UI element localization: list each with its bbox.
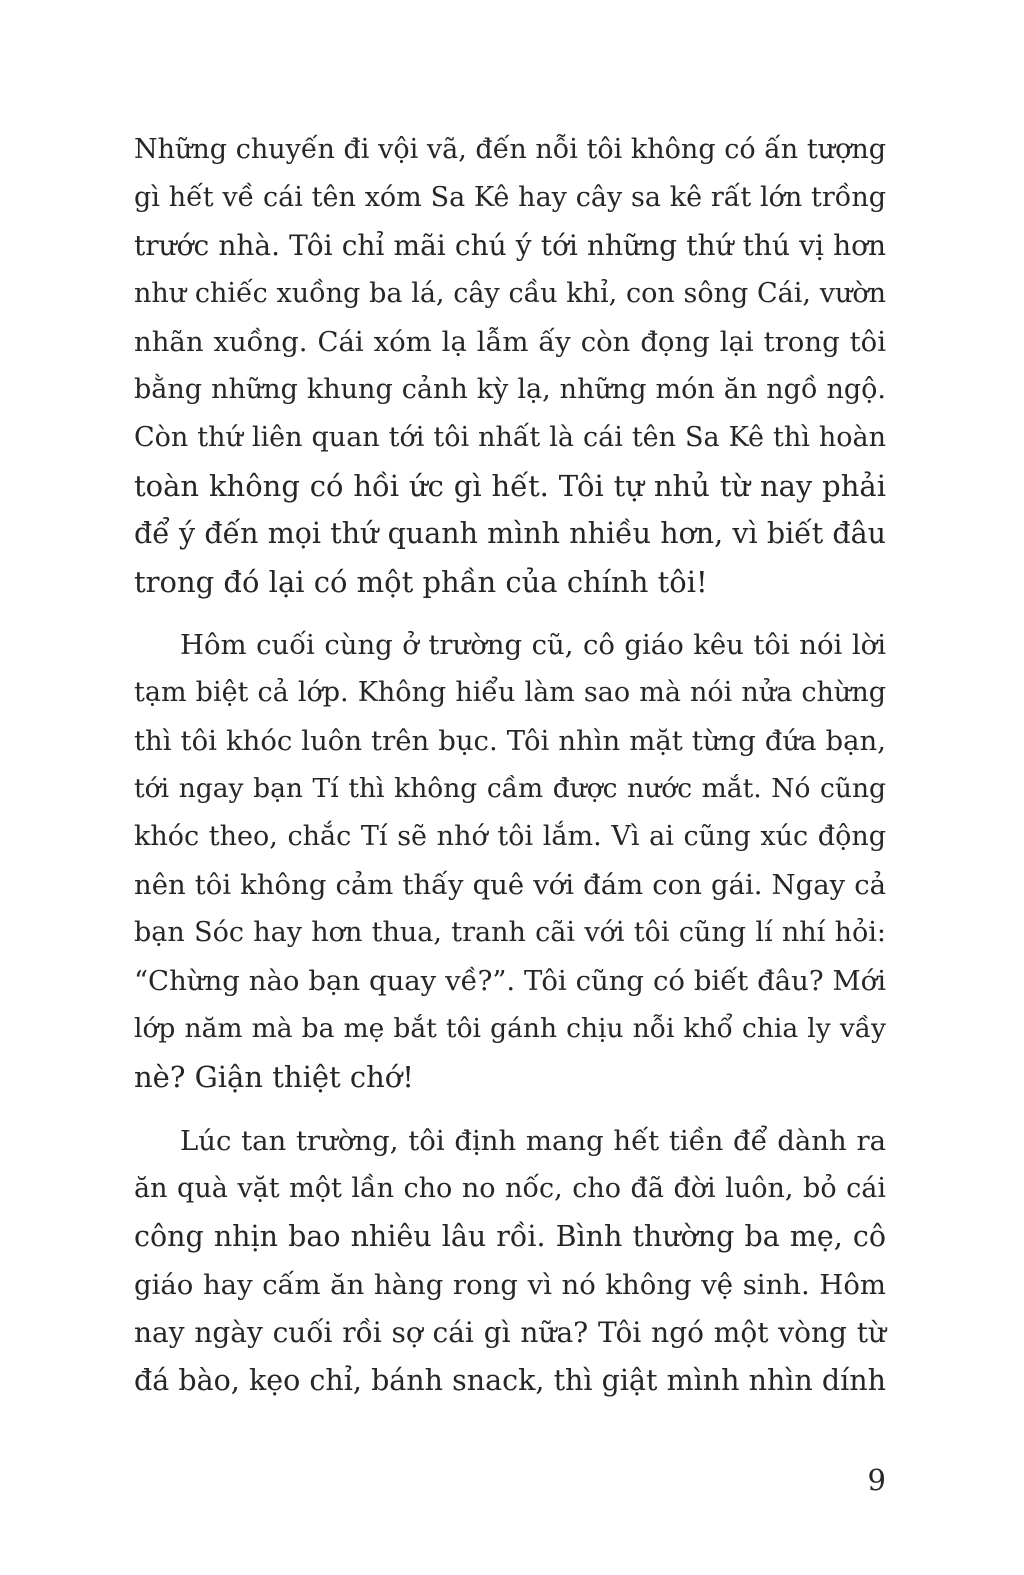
text-line: Những chuyến đi vội vã, đến nỗi tôi không có ấn tượng [134, 134, 886, 165]
paragraph-1 [134, 126, 886, 606]
text-line: Lúc tan trường, tôi định mang hết tiền để dành ra [180, 1125, 886, 1157]
text-line: gì hết về cái tên xóm Sa Kê hay cây sa kê rất lớn trồng [134, 182, 886, 213]
text-line: nè? Giận thiệt chớ! [134, 1060, 414, 1094]
paragraph-2 [134, 621, 886, 1101]
text-line: nên tôi không cảm thấy quê với đám con gái. Ngay cả [134, 869, 886, 901]
text-line: công nhịn bao nhiêu lâu rồi. Bình thường ba mẹ, cô [134, 1220, 886, 1253]
page-number: 9 [867, 1463, 886, 1497]
text-line: Còn thứ liên quan tới tôi nhất là cái tên Sa Kê thì hoàn [134, 422, 886, 453]
text-line: tới ngay bạn Tí thì không cầm được nước mắt. Nó cũng [134, 773, 886, 804]
text-line: lớp năm mà ba mẹ bắt tôi gánh chịu nỗi khổ chia ly vầy [134, 1013, 886, 1044]
text-line: giáo hay cấm ăn hàng rong vì nó không vệ sinh. Hôm [134, 1269, 886, 1301]
text-line: nay ngày cuối rồi sợ cái gì nữa? Tôi ngó một vòng từ [134, 1316, 886, 1349]
text-line: bằng những khung cảnh kỳ lạ, những món ăn ngồ ngộ. [134, 374, 886, 405]
text-line: nhãn xuồng. Cái xóm lạ lẫm ấy còn đọng lại trong tôi [134, 326, 886, 358]
text-line: trước nhà. Tôi chỉ mãi chú ý tới những thứ thú vị hơn [134, 229, 886, 262]
text-line: đá bào, kẹo chỉ, bánh snack, thì giật mình nhìn dính [134, 1364, 886, 1397]
text-line: tạm biệt cả lớp. Không hiểu làm sao mà nói nửa chừng [134, 677, 886, 708]
text-line: như chiếc xuồng ba lá, cây cầu khỉ, con sông Cái, vườn [134, 278, 886, 309]
text-line: ăn quà vặt một lần cho no nốc, cho đã đời luôn, bỏ cái [134, 1173, 886, 1204]
paragraph-3 [134, 1117, 886, 1405]
text-line: thì tôi khóc luôn trên bục. Tôi nhìn mặt từng đứa bạn, [134, 725, 886, 757]
text-line: Hôm cuối cùng ở trường cũ, cô giáo kêu tôi nói lời [180, 629, 886, 661]
text-line: trong đó lại có một phần của chính tôi! [134, 565, 708, 599]
text-line: bạn Sóc hay hơn thua, tranh cãi với tôi cũng lí nhí hỏi: [134, 917, 886, 948]
text-line: “Chừng nào bạn quay về?”. Tôi cũng có biết đâu? Mới [134, 965, 886, 997]
text-line: khóc theo, chắc Tí sẽ nhớ tôi lắm. Vì ai cũng xúc động [134, 821, 886, 852]
text-line: để ý đến mọi thứ quanh mình nhiều hơn, vì biết đâu [134, 517, 886, 550]
text-line: toàn không có hồi ức gì hết. Tôi tự nhủ từ nay phải [134, 469, 886, 503]
